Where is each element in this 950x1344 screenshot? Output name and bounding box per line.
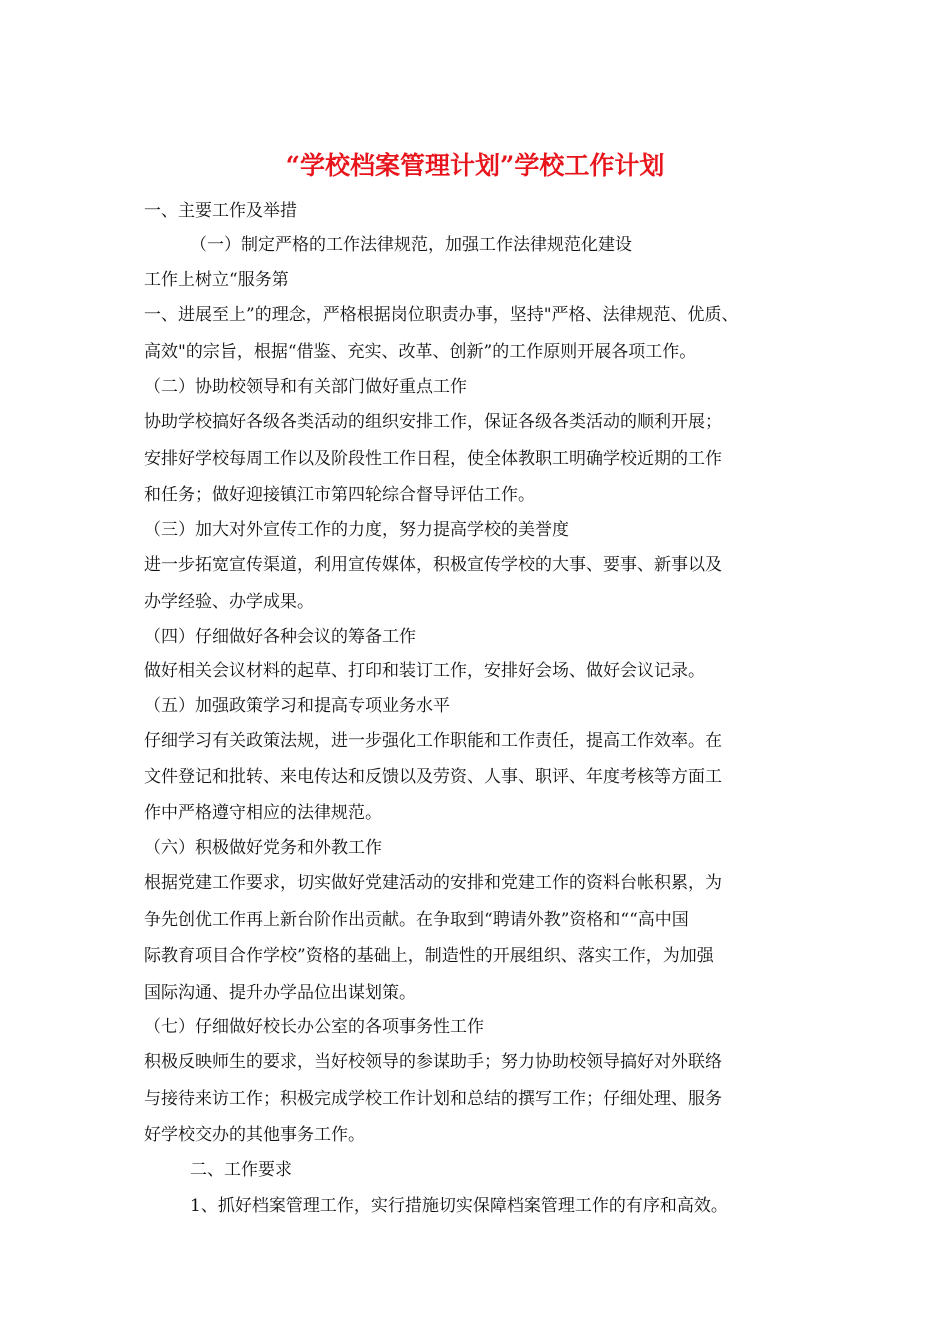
paragraph-line: 和任务；做好迎接镇江市第四轮综合督导评估工作。: [144, 485, 535, 505]
subsection-heading-3: （三）加大对外宣传工作的力度，努力提高学校的美誉度: [144, 520, 569, 540]
paragraph-line: 1、抓好档案管理工作，实行措施切实保障档案管理工作的有序和高效。: [190, 1196, 728, 1216]
subsection-heading-6: （六）积极做好党务和外教工作: [144, 838, 382, 858]
subsection-heading-5: （五）加强政策学习和提高专项业务水平: [144, 696, 450, 716]
paragraph-line: 工作上树立“服务第: [144, 270, 289, 290]
paragraph-line: 做好相关会议材料的起草、打印和装订工作，安排好会场、做好会议记录。: [144, 661, 705, 681]
paragraph-line: 仔细学习有关政策法规，进一步强化工作职能和工作责任，提高工作效率。在: [144, 731, 722, 751]
subsection-heading-2: （二）协助校领导和有关部门做好重点工作: [144, 377, 467, 397]
subsection-heading-1: （一）制定严格的工作法律规范，加强工作法律规范化建设: [190, 235, 632, 255]
paragraph-line: 进一步拓宽宣传渠道，利用宣传媒体，积极宣传学校的大事、要事、新事以及: [144, 555, 722, 575]
paragraph-line: 国际沟通、提升办学品位出谋划策。: [144, 983, 416, 1003]
section-heading-1: 一、主要工作及举措: [144, 201, 297, 221]
paragraph-line: 文件登记和批转、来电传达和反馈以及劳资、人事、职评、年度考核等方面工: [144, 767, 722, 787]
paragraph-line: 高效"的宗旨，根据“借鉴、充实、改革、创新”的工作原则开展各项工作。: [144, 342, 697, 362]
subsection-heading-4: （四）仔细做好各种会议的筹备工作: [144, 627, 416, 647]
paragraph-line: 与接待来访工作；积极完成学校工作计划和总结的撰写工作；仔细处理、服务: [144, 1089, 722, 1109]
paragraph-line: 好学校交办的其他事务工作。: [144, 1125, 365, 1145]
section-heading-2: 二、工作要求: [190, 1160, 292, 1180]
document-title: “学校档案管理计划”学校工作计划: [285, 151, 665, 180]
subsection-heading-7: （七）仔细做好校长办公室的各项事务性工作: [144, 1017, 484, 1037]
paragraph-line: 安排好学校每周工作以及阶段性工作日程，使全体教职工明确学校近期的工作: [144, 449, 722, 469]
paragraph-line: 积极反映师生的要求，当好校领导的参谋助手；努力协助校领导搞好对外联络: [144, 1052, 722, 1072]
paragraph-line: 际教育项目合作学校”资格的基础上，制造性的开展组织、落实工作，为加强: [144, 946, 714, 966]
paragraph-line: 协助学校搞好各级各类活动的组织安排工作，保证各级各类活动的顺利开展；: [144, 412, 722, 432]
paragraph-line: 办学经验、办学成果。: [144, 592, 314, 612]
paragraph-line: 一、进展至上”的理念，严格根据岗位职责办事，坚持"严格、法律规范、优质、: [144, 305, 739, 325]
paragraph-line: 作中严格遵守相应的法律规范。: [144, 803, 382, 823]
paragraph-line: 根据党建工作要求，切实做好党建活动的安排和党建工作的资料台帐积累，为: [144, 873, 722, 893]
paragraph-line: 争先创优工作再上新台阶作出贡献。在争取到“聘请外教”资格和““高中国: [144, 910, 689, 930]
